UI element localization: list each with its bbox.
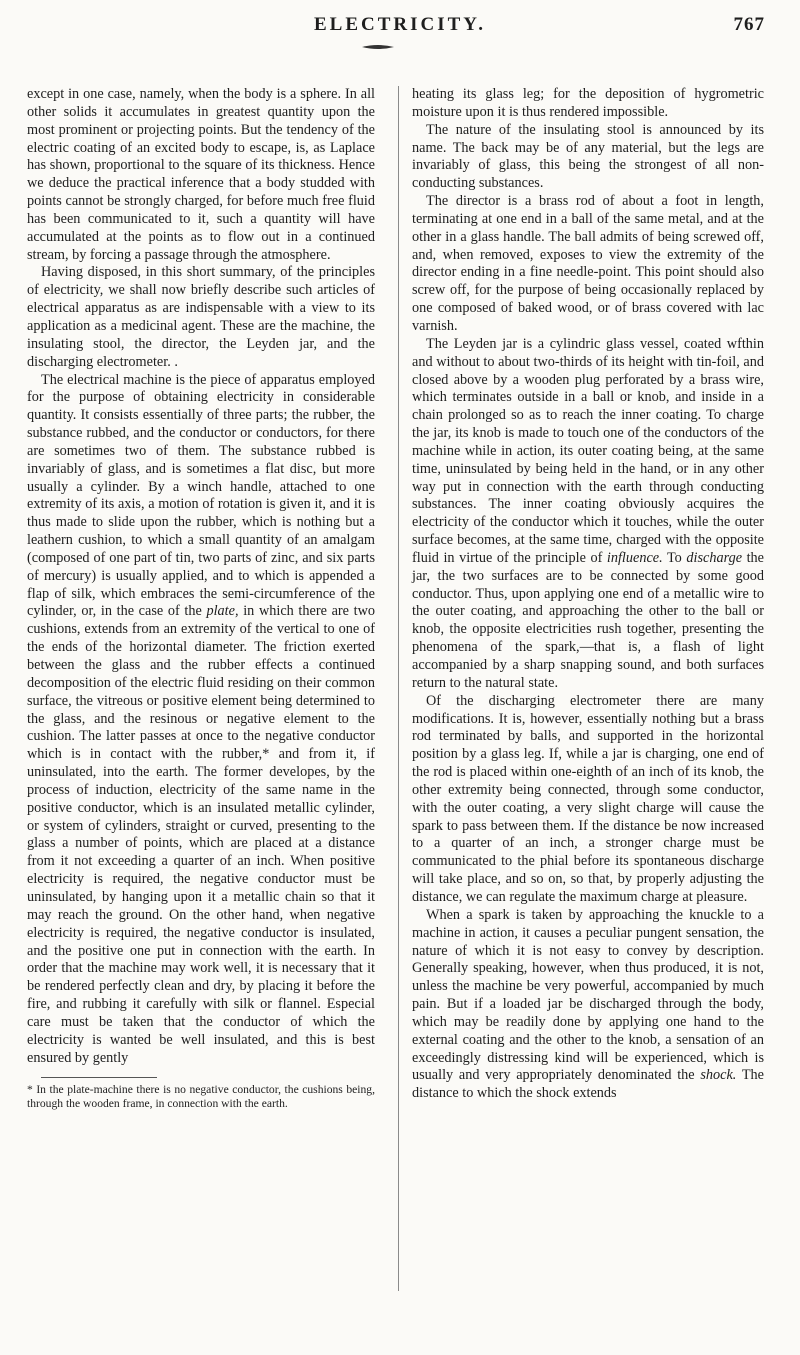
paragraph [27, 372, 375, 1068]
ornament-dash-icon [361, 42, 395, 52]
page-header [0, 14, 800, 64]
emphasis: discharge [686, 549, 743, 566]
page-number: 767 [733, 14, 765, 35]
paragraph: except in one case, namely, when the body is a sphere. In all other solids it accumulates in greatest quantity upon the most prominent or projecting points. But the tendency of the electric coating of an excited body to escape, is, as Laplace has shown, proportional to the square of its thickness. Hence we deduce the practical inference that a body studded with points cannot be strongly charged, for before much free fluid has been communicated to it, such a quantity will have accumulated at the points as to flow out in a continued stream, by forcing a passage through the atmosphere. [27, 86, 375, 263]
paragraph [412, 907, 764, 1103]
emphasis: shock. [700, 1067, 737, 1084]
paragraph: Of the discharging electrometer there are many modifications. It is, however, essentially nothing but a brass rod terminated by balls, and supported in the horizontal position by a glass leg. If, while a jar is charging, one end of the rod is placed within one-eighth of an inch of its knob, the other extremity being connected, through some conductor, with the outer coating, a very slight charge will cause the spark to pass between them. If the distance be now increased to a quarter of an inch, a stronger charge must be communicated to the phial before its spontaneous discharge will take place, and so on, so that, by properly adjusting the distance, we can regulate the maximum charge at pleasure. [412, 692, 764, 905]
footnote-rule [41, 1077, 157, 1078]
text-run: To [666, 549, 682, 566]
running-title: ELECTRICITY. [313, 14, 487, 35]
paragraph: The director is a brass rod of about a foot in length, terminating at one end in a ball of the same metal, and at the other in a glass handle. The ball admits of being screwed off, and, when removed, exposes to view the extremity of the director ending in a fine needle-point. This point should also screw off, for the purpose of being occasionally replaced by one composed of baked wood, or of brass covered with lac varnish. [412, 193, 764, 334]
text-run: The Leyden jar is a cylindric glass vessel, coated wfthin and without to about two-thirds of its height with tin-foil, and closed above by a wooden plug perforated by a brass wire, which terminates outside in a ball or knob, and inside in a chain prolonged so as to reach the inner coating. To charge the jar, its knob is made to touch one of the conductors of the machine while in action, its outer coating being, at the same time, uninsulated by being held in the hand, or in any other way put in connection with the earth through conducting substances. The inner coating obviously acquires the electricity of the conductor which it touches, while the outer surface becomes, at the same time, charged with the opposite fluid in virtue of the principle of [412, 335, 764, 566]
text-run: When a spark is taken by approaching the knuckle to a machine in action, it causes a peculiar pungent sensation, the nature of which it is not easy to convey by description. Generally speaking, however, when thus produced, it is not, unless the machine be very powerful, accompanied by much pain. But if a loaded jar be discharged through the body, which may be readily done by applying one hand to the external coating and the other to the knob, a sensation of an exceedingly distressing kind will be experienced, which is usually and very appropriately denominated the [412, 906, 764, 1084]
emphasis: plate, [206, 603, 239, 620]
paragraph [412, 336, 764, 693]
text-run: in which there are two cushions, extends from an extremity of the vertical to one of the ends of the horizontal diameter. The friction exerted between the glass and the rubber effects a continued decomposition of the electric fluid residing on their common surface, the vitreous or positive element being determined to the glass, and the resinous or negative element to the cushion. The latter passes at once to the negative conductor which is in contact with the rubber,* and from it, if uninsulated, into the earth. The former developes, by the process of induction, electricity of the same name in the positive conductor, which is an insulated metallic cylinder, or system of cylinders, straight or curved, presenting to the glass a number of points, which are placed at a distance from it not exceeding a quarter of an inch. When positive electricity is required, the negative conductor must be uninsulated, by hanging upon it a metallic chain so that it may reach the ground. On the other hand, when negative electricity is required, the negative conductor is insulated, and the positive one put in connection with the earth. In order that the machine may work well, it is necessary that it be rendered perfectly clean and dry, by placing it before the fire, and rubbing it carefully with silk or flannel. Especial care must be taken that the conductor of which the electricity is wanted be well insulated, and this is best ensured by gently [27, 603, 376, 1066]
text-run: the jar, the two surfaces are to be connected by some good conductor. Thus, upon applying one end of a metallic wire to the outer coating, and approaching the other to the ball or knob, the opposite electricities rush together, presenting the phenomena of the spark,—that is, a flash of light accompanied by a sharp snapping sound, and both surfaces return to the natural state. [412, 549, 764, 691]
text-run: The electrical machine is the piece of apparatus employed for the purpose of obtaining electricity in considerable quantity. It consists essentially of three parts; the rubber, the substance rubbed, and the conductor or conductors, for there are sometimes two of them. The substance rubbed is invariably of glass, and is sometimes a flat disc, but more usually a cylinder. By a winch handle, attached to one extremity of its axis, a motion of rotation is given it, and it is thus made to slide upon the rubber, which is nothing but a leathern cushion, to which a small quantity of an amalgam (composed of one part of tin, two parts of zinc, and six parts of mercury) is usually applied, and to which is appended a flap of silk, which embraces the semi-circumference of the cylinder, or, in the case of the [27, 371, 375, 620]
paragraph: heating its glass leg; for the deposition of hygrometric moisture upon it is thus rendered impossible. [412, 86, 764, 120]
footnote: * In the plate-machine there is no negative conductor, the cushions being, through the wooden frame, in connection with the earth. [27, 1083, 375, 1111]
paragraph: Having disposed, in this short summary, of the principles of electricity, we shall now briefly describe such articles of electrical apparatus as are indispensable with a view to its application as a medicinal agent. These are the machine, the insulating stool, the director, the Leyden jar, and the discharging electrometer. . [27, 264, 375, 370]
column-divider [398, 86, 399, 1291]
paragraph: The nature of the insulating stool is announced by its name. The back may be of any material, but the legs are invariably of glass, this being the strongest of all non-conducting substances. [412, 121, 764, 192]
right-column [412, 86, 764, 1103]
emphasis: influence. [606, 549, 663, 566]
left-column [27, 86, 375, 1111]
text-run: The distance to which the shock extends [412, 1067, 764, 1102]
